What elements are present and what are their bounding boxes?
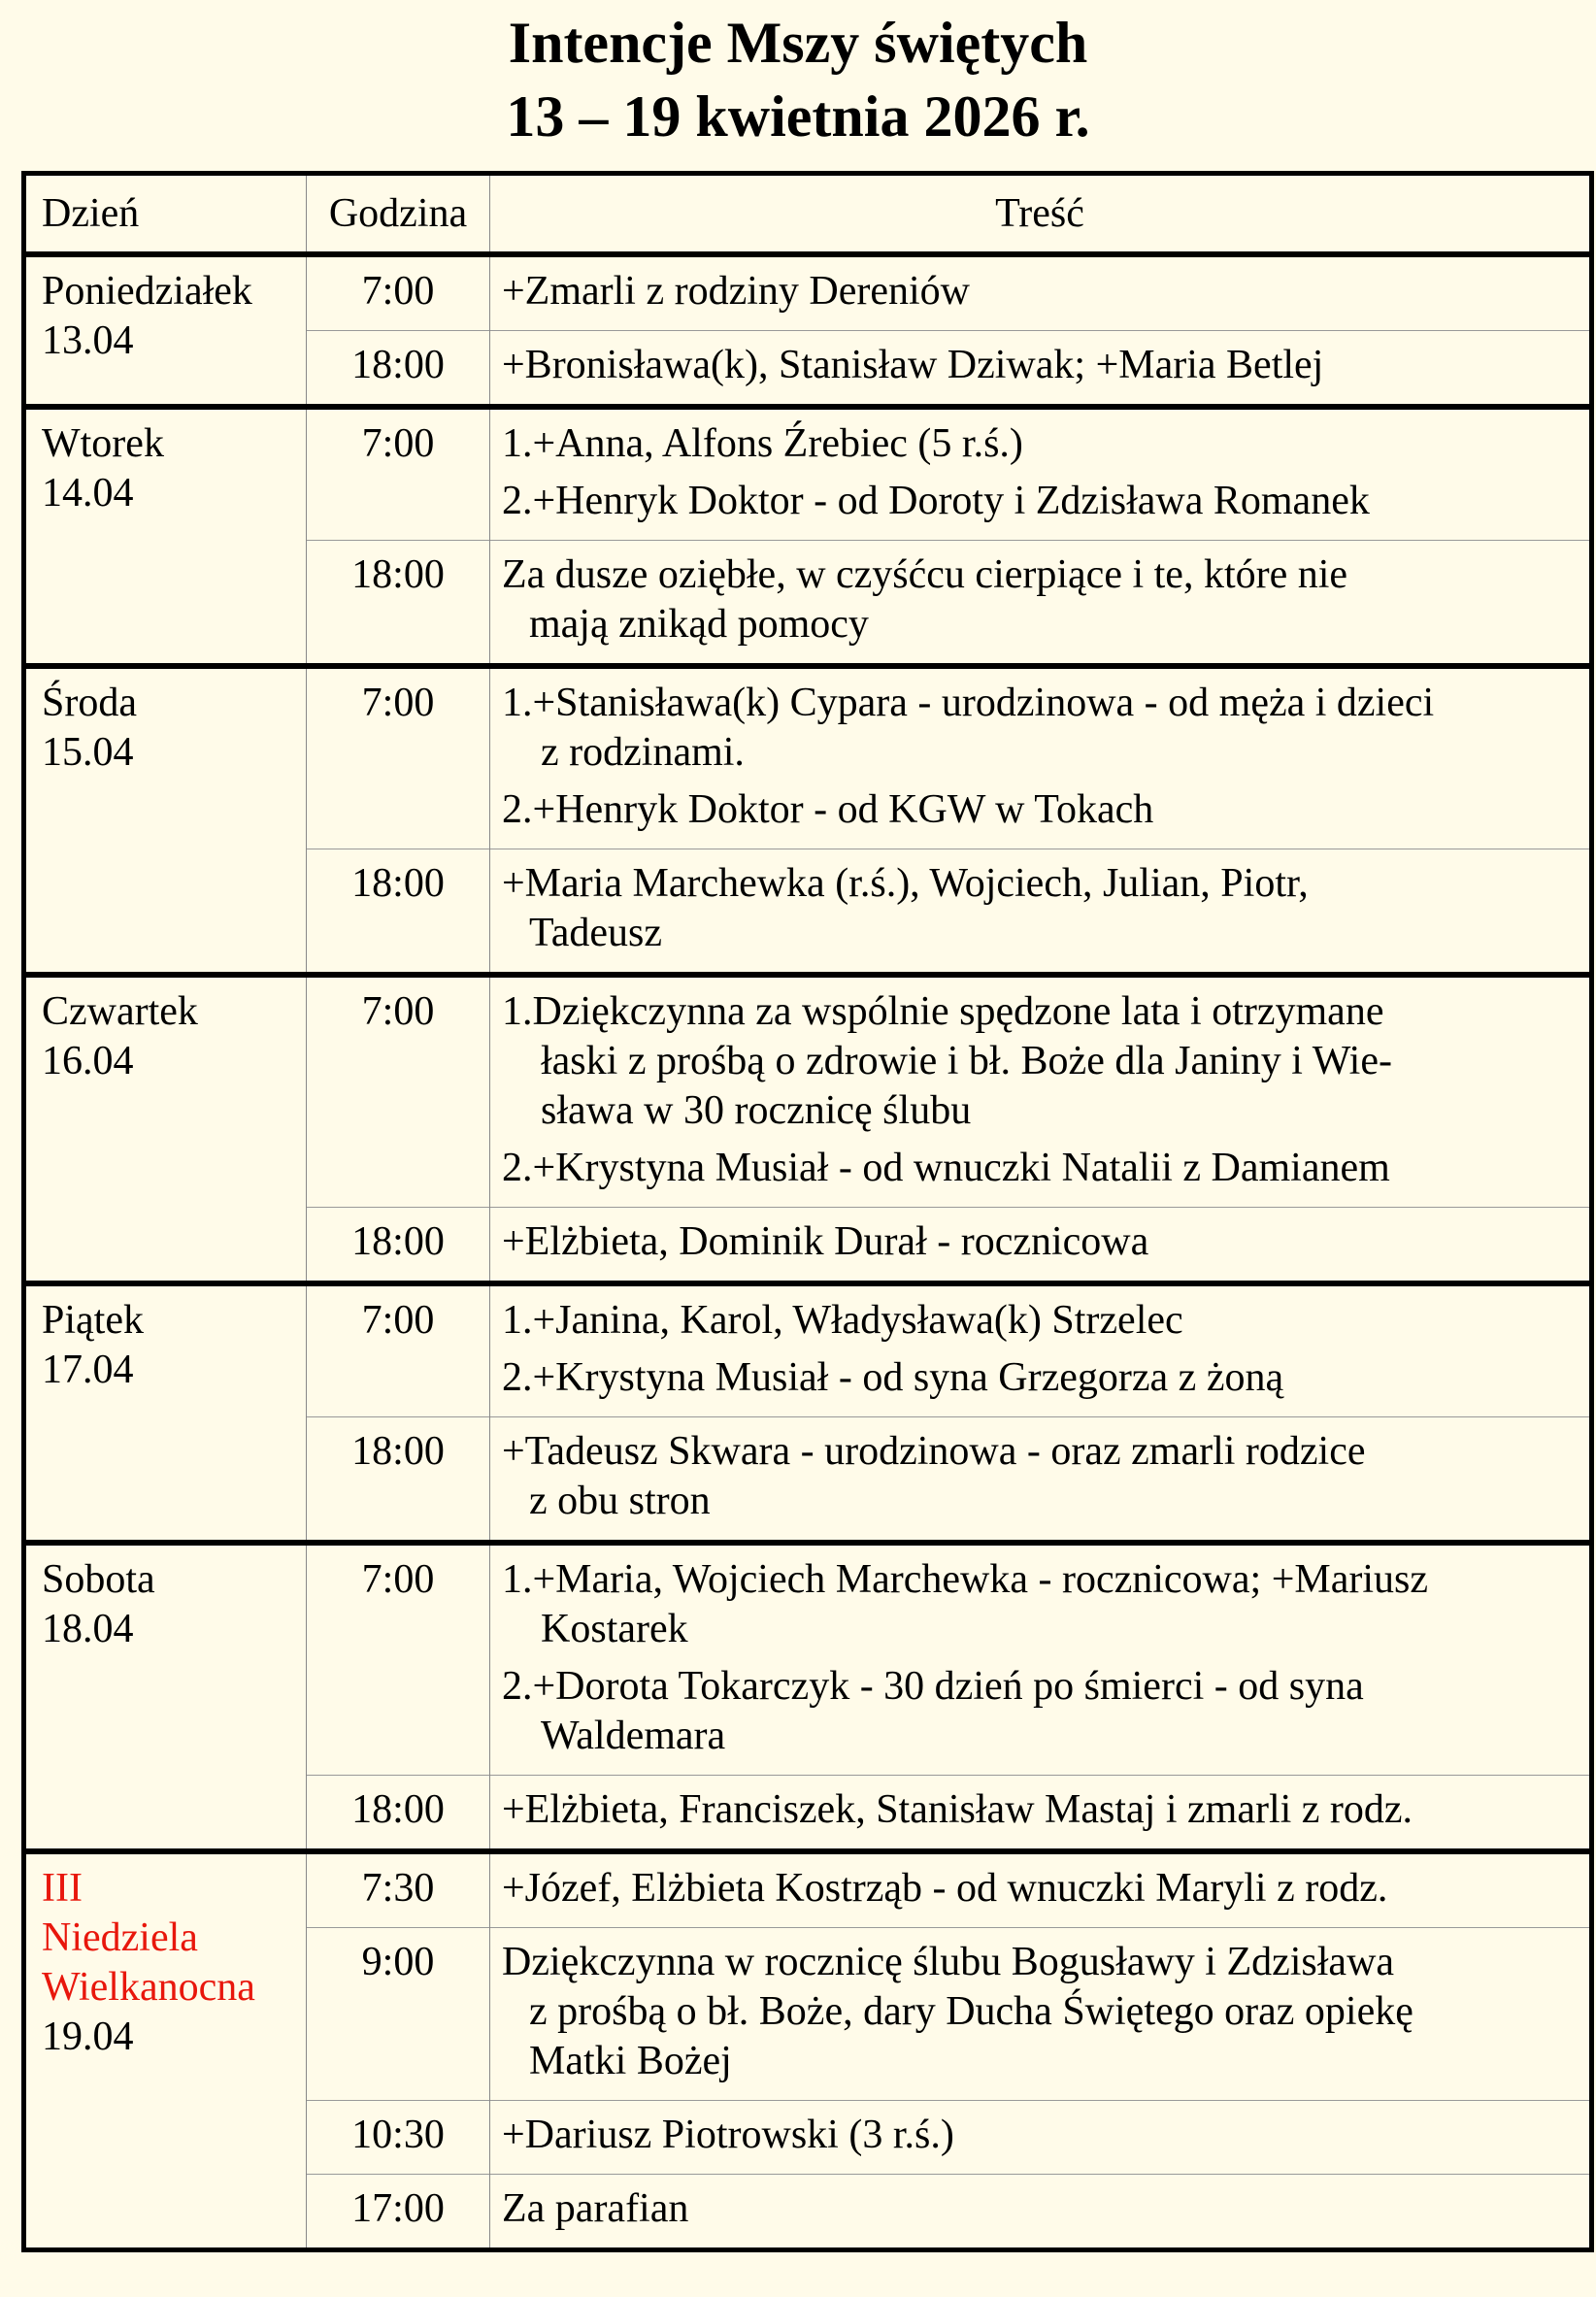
- intention-line: Matki Bożej: [529, 2039, 732, 2083]
- table-header-row: [24, 174, 1592, 255]
- mass-time: 18:00: [307, 1208, 490, 1284]
- mass-intentions-table: [21, 171, 1594, 2252]
- intention-line: Tadeusz: [529, 911, 662, 955]
- title-line-1: Intencje Mszy świętych: [508, 11, 1088, 75]
- intention-line: +Tadeusz Skwara - urodzinowa - oraz zmarli rodzice: [502, 1429, 1366, 1474]
- intention-entry: [502, 785, 1581, 835]
- intention-line: łaski z prośbą o zdrowie i bł. Boże dla Janiny i Wie-: [541, 1039, 1392, 1083]
- day-date: 19.04: [42, 2014, 134, 2059]
- mass-time: 9:00: [307, 1928, 490, 2101]
- day-name: Niedziela: [42, 1915, 198, 1960]
- mass-time: 7:00: [307, 666, 490, 849]
- intention-line: sława w 30 rocznicę ślubu: [541, 1088, 972, 1133]
- intention-entry: [502, 419, 1581, 469]
- intention-line: Dziękczynna w rocznicę ślubu Bogusławy i Zdzisława: [502, 1940, 1395, 1984]
- page-title: [0, 0, 1596, 153]
- mass-time: 7:00: [307, 975, 490, 1208]
- intention-entry: [502, 1353, 1581, 1403]
- mass-time: 10:30: [307, 2101, 490, 2175]
- day-name: III: [42, 1866, 83, 1911]
- day-date: 16.04: [42, 1039, 134, 1083]
- intention-line: 1.+Janina, Karol, Władysława(k) Strzelec: [502, 1298, 1183, 1343]
- intention-line: 2.+Henryk Doktor - od Doroty i Zdzisława Romanek: [502, 479, 1370, 523]
- intention-cell: [490, 1776, 1592, 1852]
- intention-entry: [502, 859, 1581, 958]
- intention-line: 2.+Henryk Doktor - od KGW w Tokach: [502, 787, 1154, 832]
- day-cell: [24, 1851, 307, 2250]
- mass-time: 18:00: [307, 331, 490, 408]
- day-date: 14.04: [42, 471, 134, 516]
- intention-line: 2.+Krystyna Musiał - od wnuczki Natalii z Damianem: [502, 1146, 1390, 1190]
- mass-time: 7:00: [307, 254, 490, 331]
- intention-cell: [490, 1208, 1592, 1284]
- intention-line: z obu stron: [529, 1479, 711, 1523]
- header-content: Treść: [490, 174, 1592, 255]
- day-cell: [24, 1283, 307, 1543]
- day-name: Poniedziałek: [42, 269, 252, 314]
- table-row: [24, 975, 1592, 1208]
- intention-entry: [502, 477, 1581, 526]
- intention-entry: [502, 679, 1581, 778]
- table-row: [24, 1851, 1592, 1928]
- day-date: 17.04: [42, 1348, 134, 1392]
- day-date: 18.04: [42, 1607, 134, 1651]
- day-name: Wielkanocna: [42, 1965, 255, 2010]
- intention-entry: [502, 2184, 1581, 2234]
- intention-entry: [502, 1296, 1581, 1346]
- table-row: [24, 407, 1592, 541]
- intention-line: +Dariusz Piotrowski (3 r.ś.): [502, 2113, 954, 2157]
- intention-line: +Elżbieta, Franciszek, Stanisław Mastaj i zmarli z rodz.: [502, 1787, 1413, 1832]
- day-name: Czwartek: [42, 989, 198, 1034]
- intention-cell: [490, 541, 1592, 667]
- table-row: [24, 1543, 1592, 1776]
- mass-time: 18:00: [307, 1776, 490, 1852]
- intention-line: +Elżbieta, Dominik Durał - rocznicowa: [502, 1219, 1149, 1264]
- day-date: 13.04: [42, 318, 134, 363]
- intention-cell: [490, 666, 1592, 849]
- intention-line: Za dusze oziębłe, w czyśćcu cierpiące i te, które nie: [502, 552, 1348, 597]
- intention-line: 1.+Anna, Alfons Źrebiec (5 r.ś.): [502, 421, 1023, 466]
- day-cell: [24, 254, 307, 407]
- intention-line: +Zmarli z rodziny Dereniów: [502, 269, 971, 314]
- intention-line: z prośbą o bł. Boże, dary Ducha Świętego oraz opiekę: [529, 1989, 1413, 2034]
- intention-entry: [502, 1938, 1581, 2086]
- mass-time: 18:00: [307, 849, 490, 976]
- intention-cell: [490, 331, 1592, 408]
- intention-cell: [490, 1928, 1592, 2101]
- intention-cell: [490, 975, 1592, 1208]
- mass-time: 7:00: [307, 1283, 490, 1417]
- day-name: Środa: [42, 681, 137, 725]
- day-name: Wtorek: [42, 421, 164, 466]
- intention-line: +Bronisława(k), Stanisław Dziwak; +Maria Betlej: [502, 343, 1324, 387]
- day-cell: [24, 407, 307, 666]
- intention-entry: [502, 2111, 1581, 2160]
- intention-entry: [502, 1864, 1581, 1914]
- intention-cell: [490, 254, 1592, 331]
- day-name: Piątek: [42, 1298, 144, 1343]
- day-cell: [24, 975, 307, 1283]
- intention-entry: [502, 1144, 1581, 1193]
- intention-cell: [490, 849, 1592, 976]
- intention-cell: [490, 1543, 1592, 1776]
- intention-line: mają znikąd pomocy: [529, 602, 869, 647]
- intention-line: 1.+Stanisława(k) Cypara - urodzinowa - od męża i dzieci: [502, 681, 1435, 725]
- intention-line: 2.+Dorota Tokarczyk - 30 dzień po śmierci - od syna: [502, 1664, 1364, 1709]
- intention-cell: [490, 1283, 1592, 1417]
- intention-entry: [502, 1555, 1581, 1654]
- intention-line: 2.+Krystyna Musiał - od syna Grzegorza z żoną: [502, 1355, 1284, 1400]
- intention-entry: [502, 1217, 1581, 1267]
- day-date: 15.04: [42, 730, 134, 775]
- intention-line: 1.Dziękczynna za wspólnie spędzone lata i otrzymane: [502, 989, 1384, 1034]
- table-row: [24, 1283, 1592, 1417]
- intention-cell: [490, 1851, 1592, 1928]
- day-name: Sobota: [42, 1557, 155, 1602]
- intention-line: Kostarek: [541, 1607, 688, 1651]
- mass-time: 7:00: [307, 407, 490, 541]
- intention-cell: [490, 2175, 1592, 2250]
- intention-line: +Maria Marchewka (r.ś.), Wojciech, Julian, Piotr,: [502, 861, 1309, 906]
- table-row: [24, 254, 1592, 331]
- intention-entry: [502, 987, 1581, 1136]
- intention-entry: [502, 1427, 1581, 1526]
- day-cell: [24, 666, 307, 975]
- title-line-2: 13 – 19 kwietnia 2026 r.: [506, 84, 1090, 149]
- intention-line: Waldemara: [541, 1714, 726, 1758]
- intention-line: 1.+Maria, Wojciech Marchewka - rocznicowa; +Mariusz: [502, 1557, 1429, 1602]
- table-row: [24, 666, 1592, 849]
- intention-line: Za parafian: [502, 2186, 689, 2231]
- header-day: Dzień: [24, 174, 307, 255]
- intention-cell: [490, 1417, 1592, 1544]
- mass-time: 18:00: [307, 1417, 490, 1544]
- mass-time: 17:00: [307, 2175, 490, 2250]
- mass-time: 18:00: [307, 541, 490, 667]
- intention-line: +Józef, Elżbieta Kostrząb - od wnuczki Maryli z rodz.: [502, 1866, 1388, 1911]
- intention-entry: [502, 1662, 1581, 1761]
- intention-line: z rodzinami.: [541, 730, 745, 775]
- mass-time: 7:30: [307, 1851, 490, 1928]
- day-cell: [24, 1543, 307, 1851]
- intention-entry: [502, 267, 1581, 316]
- intention-cell: [490, 2101, 1592, 2175]
- intention-entry: [502, 550, 1581, 649]
- mass-time: 7:00: [307, 1543, 490, 1776]
- intention-entry: [502, 341, 1581, 390]
- intention-cell: [490, 407, 1592, 541]
- intention-entry: [502, 1785, 1581, 1835]
- header-time: Godzina: [307, 174, 490, 255]
